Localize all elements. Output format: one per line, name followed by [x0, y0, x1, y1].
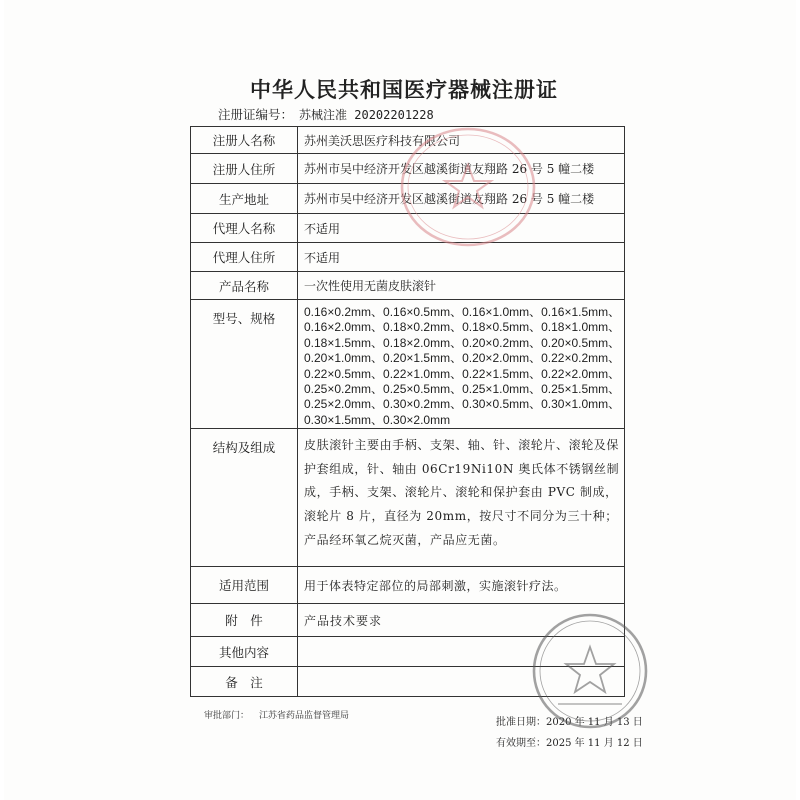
label-production-address: 生产地址: [191, 184, 298, 214]
value-attachment: 产品技术要求: [298, 604, 625, 637]
label-attachment: 附 件: [191, 604, 298, 637]
approving-authority-value: 江苏省药品监督管理局: [259, 711, 350, 721]
label-product-name: 产品名称: [191, 272, 298, 300]
label-registrant-address: 注册人住所: [191, 154, 298, 184]
label-model-spec: 型号、规格: [191, 300, 298, 429]
label-structure: 结构及组成: [191, 429, 298, 567]
value-remarks: [298, 667, 625, 697]
row-attachment: [191, 604, 625, 637]
registration-number-label: 注册证编号：: [218, 107, 294, 122]
row-production-address: [191, 184, 625, 214]
document-title: 中华人民共和国医疗器械注册证: [250, 78, 558, 102]
value-scope: 用于体表特定部位的局部刺激，实施滚针疗法。: [298, 567, 625, 604]
row-model-spec: [191, 300, 625, 429]
value-agent-name: 不适用: [298, 214, 625, 243]
value-structure: 皮肤滚针主要由手柄、支架、轴、针、滚轮片、滚轮及保护套组成，针、轴由 06Cr19Ni10N 奥氏体不锈钢丝制成，手柄、支架、滚轮片、滚轮和保护套由 PVC 制成，滚轮片 8 片，直径为 20mm，按尺寸不同分为三十种；产品经环氧乙烷灭菌，产品应无菌。: [298, 429, 625, 567]
row-other: [191, 637, 625, 667]
approving-authority: [204, 708, 349, 721]
value-production-address: 苏州市吴中经济开发区越溪街道友翔路 26 号 5 幢二楼: [298, 184, 625, 214]
certificate-table: [190, 126, 625, 697]
row-scope: [191, 567, 625, 604]
label-registrant-name: 注册人名称: [191, 127, 298, 154]
row-agent-address: [191, 243, 625, 272]
certificate-page: [4, 0, 796, 800]
label-agent-address: 代理人住所: [191, 243, 298, 272]
row-registrant-name: [191, 127, 625, 154]
row-registrant-address: [191, 154, 625, 184]
row-agent-name: [191, 214, 625, 243]
label-scope: 适用范围: [191, 567, 298, 604]
approving-authority-label: 审批部门：: [204, 711, 250, 721]
registration-number: [218, 105, 434, 123]
row-structure: [191, 429, 625, 567]
row-product-name: [191, 272, 625, 300]
value-registrant-name: 苏州美沃思医疗科技有限公司: [298, 127, 625, 154]
row-remarks: [191, 667, 625, 697]
value-model-spec: 0.16×0.2mm、0.16×0.5mm、0.16×1.0mm、0.16×1.5mm、0.16×2.0mm、0.18×0.2mm、0.18×0.5mm、0.18×1.0mm、0.18×1.5mm、0.18×2.0mm、0.20×0.2mm、0.20×0.5mm、0.20×1.0mm、0.20×1.5mm、0.20×2.0mm、0.22×0.2mm、0.22×0.5mm、0.22×1.0mm、0.22×1.5mm、0.22×2.0mm、0.25×0.2mm、0.25×0.5mm、0.25×1.0mm、0.25×1.5mm、0.25×2.0mm、0.30×0.2mm、0.30×0.5mm、0.30×1.0mm、0.30×1.5mm、0.30×2.0mm: [298, 300, 625, 429]
value-agent-address: 不适用: [298, 243, 625, 272]
registration-number-value: 苏械注准 20202201228: [299, 108, 434, 122]
approval-date: 批准日期：2020 年 11 月 13 日: [496, 717, 643, 728]
label-remarks: 备 注: [191, 667, 298, 697]
value-other: [298, 637, 625, 667]
label-other: 其他内容: [191, 637, 298, 667]
expiry-date: 有效期至：2025 年 11 月 12 日: [496, 738, 643, 749]
label-agent-name: 代理人名称: [191, 214, 298, 243]
value-product-name: 一次性使用无菌皮肤滚针: [298, 272, 625, 300]
value-registrant-address: 苏州市吴中经济开发区越溪街道友翔路 26 号 5 幢二楼: [298, 154, 625, 184]
